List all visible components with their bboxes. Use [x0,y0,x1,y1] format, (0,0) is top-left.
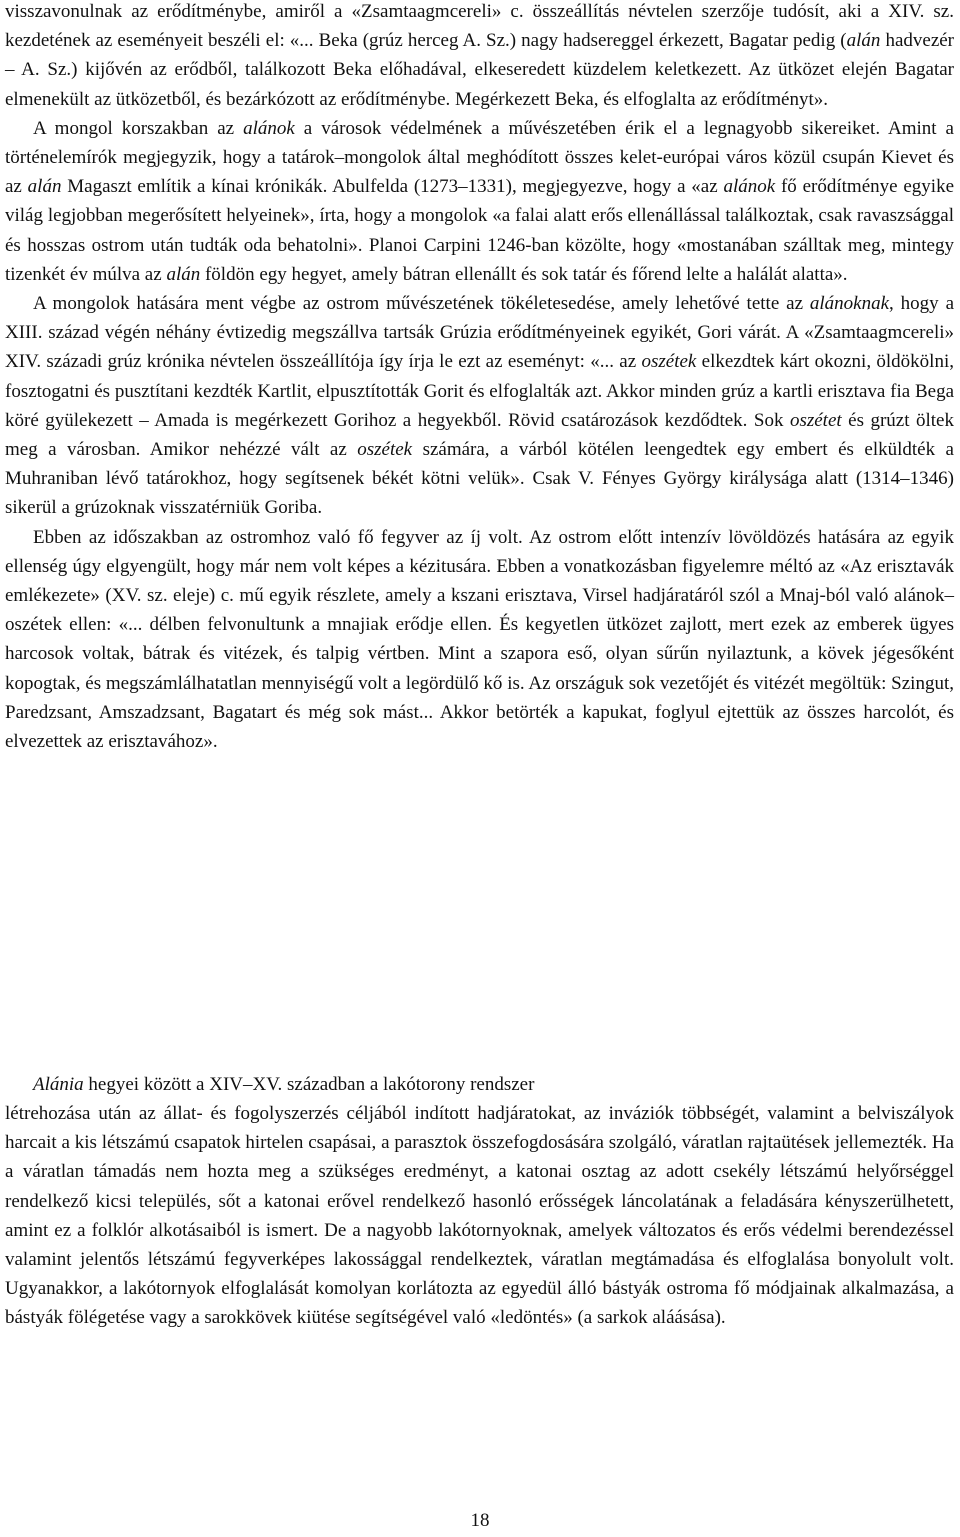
section-heading [33,1070,933,1099]
text-run: fő erődítménye egyike világ legjobban megerősített helyeinek», írta, hogy a mongolok «a falai alatt erős ellenállással találkoztak, csak ravaszsággal és hosszas ostrom után tudták oda behatolni». Planoi Carpini 1246-ban közölte, hogy «mostanában szálltak meg, mintegy tizenkét év múlva az [5,176,954,285]
paragraph-tower-system: létrehozása után az állat- és fogolyszerzés céljából indított hadjáratokat, az inváziók többségét, valamint a belviszályok harcait a kis létszámú csapatok hirtelen csapásai, a parasztok összefogdosására szolgáló, váratlan rajtaütések jellemezték. Ha a váratlan támadás nem hozta meg a szükséges eredményt, a katonai osztag az adott csekély létszámú helyőrséggel rendelkező kicsi település, sőt a katonai erővel rendelkező hasonló erősségek láncolatának a feladására kényszerülhetett, amint ez a folklór alkotásaiból is ismert. De a nagyobb lakótornyoknak, amelyek változatos és erős védelmi berendezéssel valamint jelentős létszámú fegyverképes lakossággal rendelkeztek, váratlan megtámadása és elfoglalása bonyolult volt. Ugyanakkor, a lakótornyok elfoglalását komolyan korlátozta az egyedül álló bástyák ostroma fő módjainak alkalmazása, a bástyák fölégetése vagy a sarokkövek kiütése segítségével való «ledöntés» (a sarkok aláásása). [5,1103,954,1329]
text-run: visszavonulnak az erődítménybe, amiről a «Zsamtaagmcereli» c. összeállítás névtelen szerzője tudósít, aki a XIV. sz. kezdetének az eseményeit beszéli el: «... Beka (grúz herceg A. Sz.) nagy hadsereggel érkezett, Bagatar pedig ( [5,1,954,52]
italic-term: alán [846,30,881,52]
second-text-block [5,1099,954,1333]
page-number: 18 [470,1510,490,1531]
text-run: a városok védelmének a művészetében érik el a legnagyobb sikereiket. Amint a történelemírók megjegyzik, hogy a tatárok–mongolok által meghódított összes kelet-európai város közül csupán Kievet és az [5,117,954,198]
heading-italic-term: Alánia [33,1074,84,1095]
paragraph-mongol-era [5,114,954,289]
paragraph-continuation [5,0,954,114]
text-run: A mongolok hatására ment végbe az ostrom művészetének tökéletesedése, amely lehetővé tette az [33,293,810,315]
italic-term: alánok [243,117,295,139]
italic-term: alán [27,176,62,198]
heading-text: hegyei között a XIV–XV. században a lakótorony rendszer [83,1074,535,1095]
italic-term: alánoknak [809,293,890,315]
italic-term: alán [166,263,201,285]
text-run: elkezdtek kárt okozni, öldökölni, fosztogatni és pusztítani kezdték Kartlit, elpusztították Gorit és elfoglalták azt. Akkor minden grúz a kartli erisztava fia Bega köré gyülekezett – Amada is megérkezett Gorihoz a hegyekből. Rövid csatározások kezdődtek. Sok [5,351,954,431]
text-run: földön egy hegyet, amely bátran ellenállt és sok tatár és főrend lelte a halálát alatta». [200,263,848,285]
text-run: Magaszt említik a kínai krónikák. Abulfelda (1273–1331), megjegyezve, hogy a «az [61,176,724,198]
text-run: hadvezér – A. Sz.) kijővén az erődből, találkozott Beka előhadával, elkeseredett küzdelem keletkezett. Az ütközet elején Bagatar elmenekült az ütközetből, és bezárkózott az erődítménybe. Megérkezett Beka, és elfoglalta az erődítményt». [5,30,955,110]
text-run: A mongol korszakban az [33,117,244,139]
italic-term: oszétet [789,409,842,431]
paragraph-bow-weapon: Ebben az időszakban az ostromhoz való fő fegyver az íj volt. Az ostrom előtt intenzív lövöldözés hatására az egyik ellenség úgy elgyengült, hogy már nem volt képes a kézitusára. Ebben a vonatkozásban figyelemre méltó az «Az erisztavák emlékezete» (XV. sz. eleje) c. mű egyik részlete, amely a kszani erisztava, Virsel hadjáratáról szól a Mnaj-ból való alánok–oszétek ellen: «... délben felvonultunk a mnajiak erődje ellen. És kegyetlen ütközet zajlott, mert ezek az emberek ügyes harcosok voltak, bátrak és vitézek, és talpig vértben. Mint a szapora eső, olyan sűrűn nyilaztunk, a kövek jégesőként kopogtak, és megszámlálhatatlan mennyiségű volt a legördülő kő is. Az országuk sok vezetőjét és vitézét megöltük: Szingut, Paredzsant, Amszadzsant, Bagatart és még sok mást... Akkor betörték a kapukat, foglyul ejtettük az összes harcolót, és elvezettek az erisztavához». [5,526,954,753]
main-text-block [5,0,954,756]
text-run: , hogy a XIII. század végén néhány évtizedig megszállva tartsák Grúzia erődítményeinek egyikét, Gori várát. A «Zsamtaagmcereli» XIV. századi grúz krónika névtelen összeállítója így írja le ezt az eseményt: «... az [5,293,954,373]
text-run: számára, a várból kötélen leengedtek egy embert és elküldték a Muhraniban lévő tatárokhoz, hogy segítsenek békét kötni velük». Csak V. Fényes György királysága alatt (1314–1346) sikerül a grúzoknak visszatérniük Goriba. [5,439,954,519]
text-run: és grúzt öltek meg a városban. Amikor nehézzé vált az [5,409,954,461]
italic-term: oszétek [357,439,413,461]
italic-term: oszétek [641,351,697,373]
paragraph-siege-art [5,289,954,523]
italic-term: alánok [723,176,776,198]
